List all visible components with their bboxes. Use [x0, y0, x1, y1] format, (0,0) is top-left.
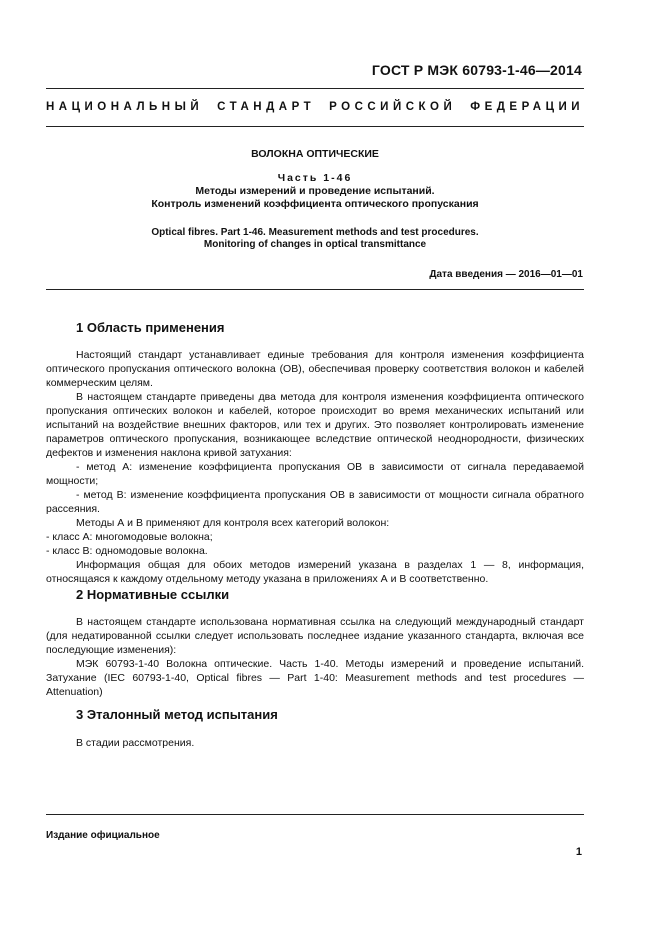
date-rule [46, 289, 584, 290]
paragraph: Информация общая для обоих методов измерений указана в разделах 1 — 8, информация, относящаяся к каждому отдельному методу указана в приложениях А и В соответственно. [46, 559, 584, 585]
national-standard-title: НАЦИОНАЛЬНЫЙ СТАНДАРТ РОССИЙСКОЙ ФЕДЕРАЦИИ [46, 101, 584, 113]
paragraph: Настоящий стандарт устанавливает единые требования для контроля изменения коэффициента оптического пропускания оптического волокна (ОВ), обеспечивая проверку соответствия волокон и кабелей коммерческим целям. [46, 349, 584, 389]
header-rule [46, 88, 584, 89]
part-label: Часть 1-46 [277, 172, 353, 184]
paragraph: В настоящем стандарте приведены два метода для контроля изменения коэффициента оптического пропускания оптических волокон и кабелей, которое происходит во время механических испытаний или испытаний на воздействие внешних факторов, или тех и других. Это позволяет контролировать изменение параметров оптического пропускания, возникающее вследствие оптической неоднородности, физических дефектов и изменения наклона кривой затухания: [46, 391, 584, 459]
subtitle-line-2: Контроль изменений коэффициента оптического пропускания [151, 198, 479, 210]
section-heading-scope: 1 Область применения [76, 320, 225, 335]
page-number: 1 [575, 846, 582, 858]
section-body-scope [46, 348, 584, 586]
list-item: - метод А: изменение коэффициента пропускания ОВ в зависимости от сигнала передаваемой мощности; [46, 461, 584, 487]
official-edition-label: Издание официальное [46, 830, 160, 841]
paragraph: МЭК 60793-1-40 Волокна оптические. Часть 1-40. Методы измерений и проведение испытаний. Затухание (IEC 60793-1-40, Optical fibres — Part 1-40: Measurement methods and test procedures — Attenuation) [46, 658, 584, 698]
list-item: - метод В: изменение коэффициента пропускания ОВ в зависимости от мощности сигнала обратного рассеяния. [46, 489, 584, 515]
introduction-date: Дата введения — 2016—01—01 [429, 269, 583, 280]
section-body-normative-references [46, 615, 584, 699]
list-item: - класс В: одномодовые волокна. [46, 545, 208, 557]
title-rule [46, 126, 584, 127]
list-item: - класс А: многомодовые волокна; [46, 531, 213, 543]
subtitle-line-1: Методы измерений и проведение испытаний. [195, 185, 435, 197]
section-heading-normative-references: 2 Нормативные ссылки [76, 587, 230, 602]
paragraph: В стадии рассмотрения. [76, 737, 195, 749]
english-title-line-2: Monitoring of changes in optical transmittance [203, 239, 427, 250]
main-title: ВОЛОКНА ОПТИЧЕСКИЕ [251, 148, 379, 160]
paragraph: Методы А и В применяют для контроля всех категорий волокон: [76, 517, 390, 529]
english-title-line-1: Optical fibres. Part 1-46. Measurement methods and test procedures. [151, 227, 479, 238]
section-body-reference-test-method [46, 736, 584, 750]
footer-rule [46, 814, 584, 815]
section-heading-reference-test-method: 3 Эталонный метод испытания [76, 707, 278, 722]
document-code: ГОСТ Р МЭК 60793-1-46—2014 [371, 62, 582, 78]
paragraph: В настоящем стандарте использована нормативная ссылка на следующий международный стандарт (для недатированной ссылки следует использовать последнее издание указанного стандарта, включая все последующие изменения): [46, 616, 584, 656]
